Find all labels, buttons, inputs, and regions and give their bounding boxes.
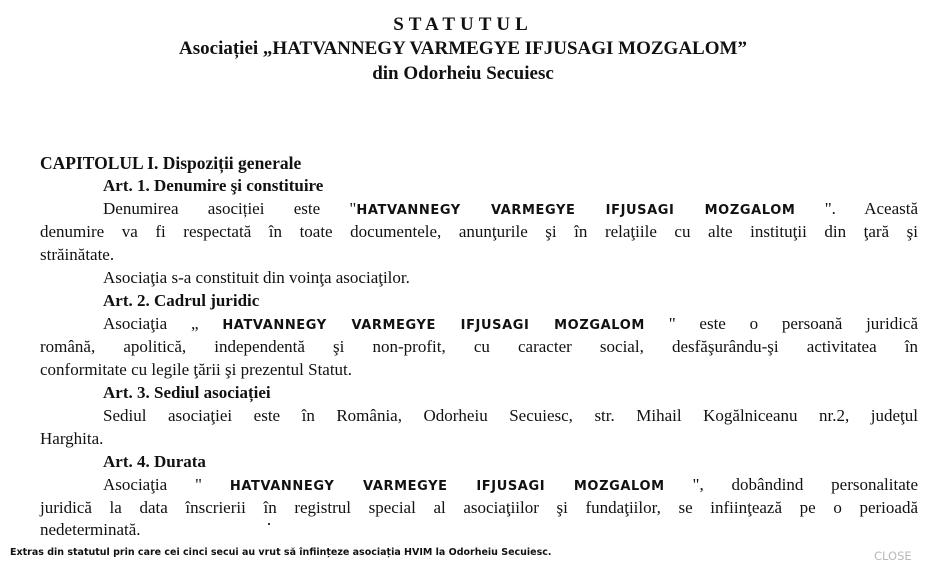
image-caption: Extras din statutul prin care cei cinci secui au vrut să înființeze asociația HVIM la Odorheiu Secuiesc. [10, 547, 552, 558]
chapter-heading: CAPITOLUL I. Dispoziții generale [40, 153, 302, 173]
art4-paragraph-line3: nedeterminată. [40, 520, 141, 539]
art1-paragraph-line2: denumire va fi respectată în toate documentele, anunţurile şi în relaţiile cu alte instituţii din ţară şi [40, 222, 918, 241]
art2-paragraph-line1 [103, 314, 918, 336]
art1-paragraph-line3: străinătate. [40, 245, 115, 264]
association-name: HATVANNEGY VARMEGYE IFJUSAGI MOZGALOM [229, 479, 665, 494]
art1-paragraph-line1 [103, 199, 918, 221]
art2-heading: Art. 2. Cadrul juridic [103, 291, 260, 310]
art1-heading: Art. 1. Denumire şi constituire [103, 176, 324, 195]
art1-paragraph2: Asociaţia s-a constituit din voinţa asociaţilor. [103, 268, 410, 287]
art3-paragraph-line1: Sediul asociaţiei este în România, Odorheiu Secuiesc, str. Mihail Kogălniceanu nr.2, judeţul [103, 406, 918, 425]
association-name: HATVANNEGY VARMEGYE IFJUSAGI MOZGALOM [356, 203, 796, 218]
document-title: STATUTUL [393, 14, 533, 35]
art3-paragraph-line2: Harghita. [40, 429, 104, 448]
art4-paragraph-line1 [103, 475, 918, 497]
art4-paragraph-line2: juridică la data înscrierii în registrul special al asociaţiilor şi fundaţiilor, se infiinţează pe o perioadă [40, 498, 918, 517]
art2-paragraph-line3: conformitate cu legile ţării şi prezentul Statut. [40, 360, 353, 379]
art1-text-post: ". Această [824, 199, 919, 218]
document-location: din Odorheiu Secuiesc [372, 63, 554, 84]
art4-text-post: ", dobândind personalitate [692, 475, 919, 494]
association-name: HATVANNEGY VARMEGYE IFJUSAGI MOZGALOM [222, 318, 645, 333]
scan-speck [268, 523, 270, 525]
art4-text-pre: Asociaţia " [103, 475, 202, 494]
art2-text-pre: Asociaţia „ [103, 314, 199, 333]
art1-text-pre: Denumirea asociției este " [103, 199, 357, 218]
art4-heading: Art. 4. Durata [103, 452, 206, 471]
art2-text-post: " este o persoană juridică [668, 314, 919, 333]
close-button[interactable]: CLOSE [874, 549, 912, 562]
art3-heading: Art. 3. Sediul asociației [103, 383, 271, 402]
art2-paragraph-line2: română, apolitică, independentă şi non-profit, cu caracter social, desfăşurându-şi activitatea în [40, 337, 918, 356]
document-subtitle: Asociației „HATVANNEGY VARMEGYE IFJUSAGI MOZGALOM” [179, 38, 747, 59]
